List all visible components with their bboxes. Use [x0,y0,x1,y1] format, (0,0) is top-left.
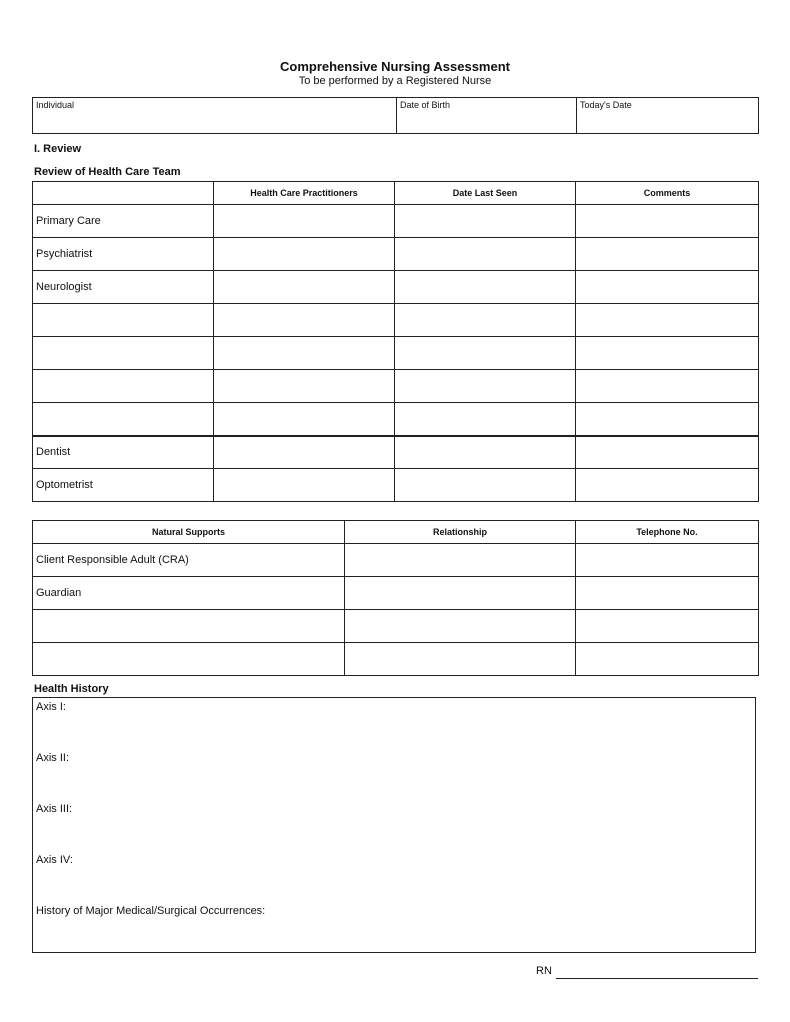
column-header-date-last-seen: Date Last Seen [395,182,576,205]
medical-history-label: History of Major Medical/Surgical Occurrences: [36,905,266,917]
table-row [33,403,759,436]
comments-cell[interactable] [576,271,759,304]
table-row [33,577,759,610]
telephone-cell[interactable] [576,643,759,676]
practitioner-cell[interactable] [214,337,395,370]
role-cell[interactable] [33,403,214,436]
role-cell[interactable] [33,337,214,370]
telephone-cell[interactable] [576,577,759,610]
health-history-box[interactable] [32,697,756,953]
date-of-birth-field[interactable] [397,98,577,134]
support-cell: Client Responsible Adult (CRA) [33,544,345,577]
table-row [33,469,759,502]
role-cell: Primary Care [33,205,214,238]
table-row [33,436,759,469]
individual-label: Individual [36,100,75,110]
practitioner-cell[interactable] [214,436,395,469]
rn-signature-line[interactable] [556,978,758,979]
column-header-role [33,182,214,205]
role-cell: Optometrist [33,469,214,502]
date-last-seen-cell[interactable] [395,337,576,370]
axis-2-label: Axis II: [36,752,70,764]
support-cell[interactable] [33,610,345,643]
comments-cell[interactable] [576,403,759,436]
comments-cell[interactable] [576,205,759,238]
date-of-birth-label: Date of Birth [400,100,451,110]
column-header-natural-supports: Natural Supports [33,521,345,544]
table-row [33,238,759,271]
table-row [33,370,759,403]
role-cell[interactable] [33,370,214,403]
health-history-title: Health History [34,683,109,695]
relationship-cell[interactable] [345,544,576,577]
practitioner-cell[interactable] [214,238,395,271]
relationship-cell[interactable] [345,610,576,643]
date-last-seen-cell[interactable] [395,205,576,238]
table-row [33,271,759,304]
todays-date-label: Today's Date [580,100,632,110]
page-subtitle: To be performed by a Registered Nurse [298,75,492,87]
comments-cell[interactable] [576,436,759,469]
table-row [33,205,759,238]
practitioner-cell[interactable] [214,403,395,436]
individual-field[interactable] [33,98,397,134]
practitioner-cell[interactable] [214,469,395,502]
table-row [33,304,759,337]
role-cell[interactable] [33,304,214,337]
date-last-seen-cell[interactable] [395,469,576,502]
comments-cell[interactable] [576,337,759,370]
column-header-relationship: Relationship [345,521,576,544]
axis-4-label: Axis IV: [36,854,73,866]
health-care-team-title: Review of Health Care Team [34,166,181,178]
practitioner-cell[interactable] [214,271,395,304]
role-cell: Neurologist [33,271,214,304]
comments-cell[interactable] [576,304,759,337]
table-row [33,643,759,676]
date-last-seen-cell[interactable] [395,304,576,337]
comments-cell[interactable] [576,469,759,502]
axis-3-label: Axis III: [36,803,73,815]
practitioner-cell[interactable] [214,304,395,337]
telephone-cell[interactable] [576,610,759,643]
support-cell: Guardian [33,577,345,610]
date-last-seen-cell[interactable] [395,403,576,436]
date-last-seen-cell[interactable] [395,370,576,403]
role-cell: Dentist [33,436,214,469]
section-title-review: I. Review [34,143,82,155]
column-header-comments: Comments [576,182,759,205]
column-header-practitioners: Health Care Practitioners [214,182,395,205]
practitioner-cell[interactable] [214,205,395,238]
table-row [33,610,759,643]
date-last-seen-cell[interactable] [395,271,576,304]
relationship-cell[interactable] [345,643,576,676]
rn-signature-label: RN [536,965,552,977]
todays-date-field[interactable] [577,98,759,134]
support-cell[interactable] [33,643,345,676]
role-cell: Psychiatrist [33,238,214,271]
telephone-cell[interactable] [576,544,759,577]
table-row [33,337,759,370]
date-last-seen-cell[interactable] [395,436,576,469]
practitioner-cell[interactable] [214,370,395,403]
identification-table [32,97,759,134]
natural-supports-table [32,520,759,676]
column-header-telephone: Telephone No. [576,521,759,544]
date-last-seen-cell[interactable] [395,238,576,271]
page-title: Comprehensive Nursing Assessment [280,59,510,74]
relationship-cell[interactable] [345,577,576,610]
table-row [33,544,759,577]
comments-cell[interactable] [576,370,759,403]
axis-1-label: Axis I: [36,701,66,713]
health-care-team-table [32,181,759,502]
comments-cell[interactable] [576,238,759,271]
